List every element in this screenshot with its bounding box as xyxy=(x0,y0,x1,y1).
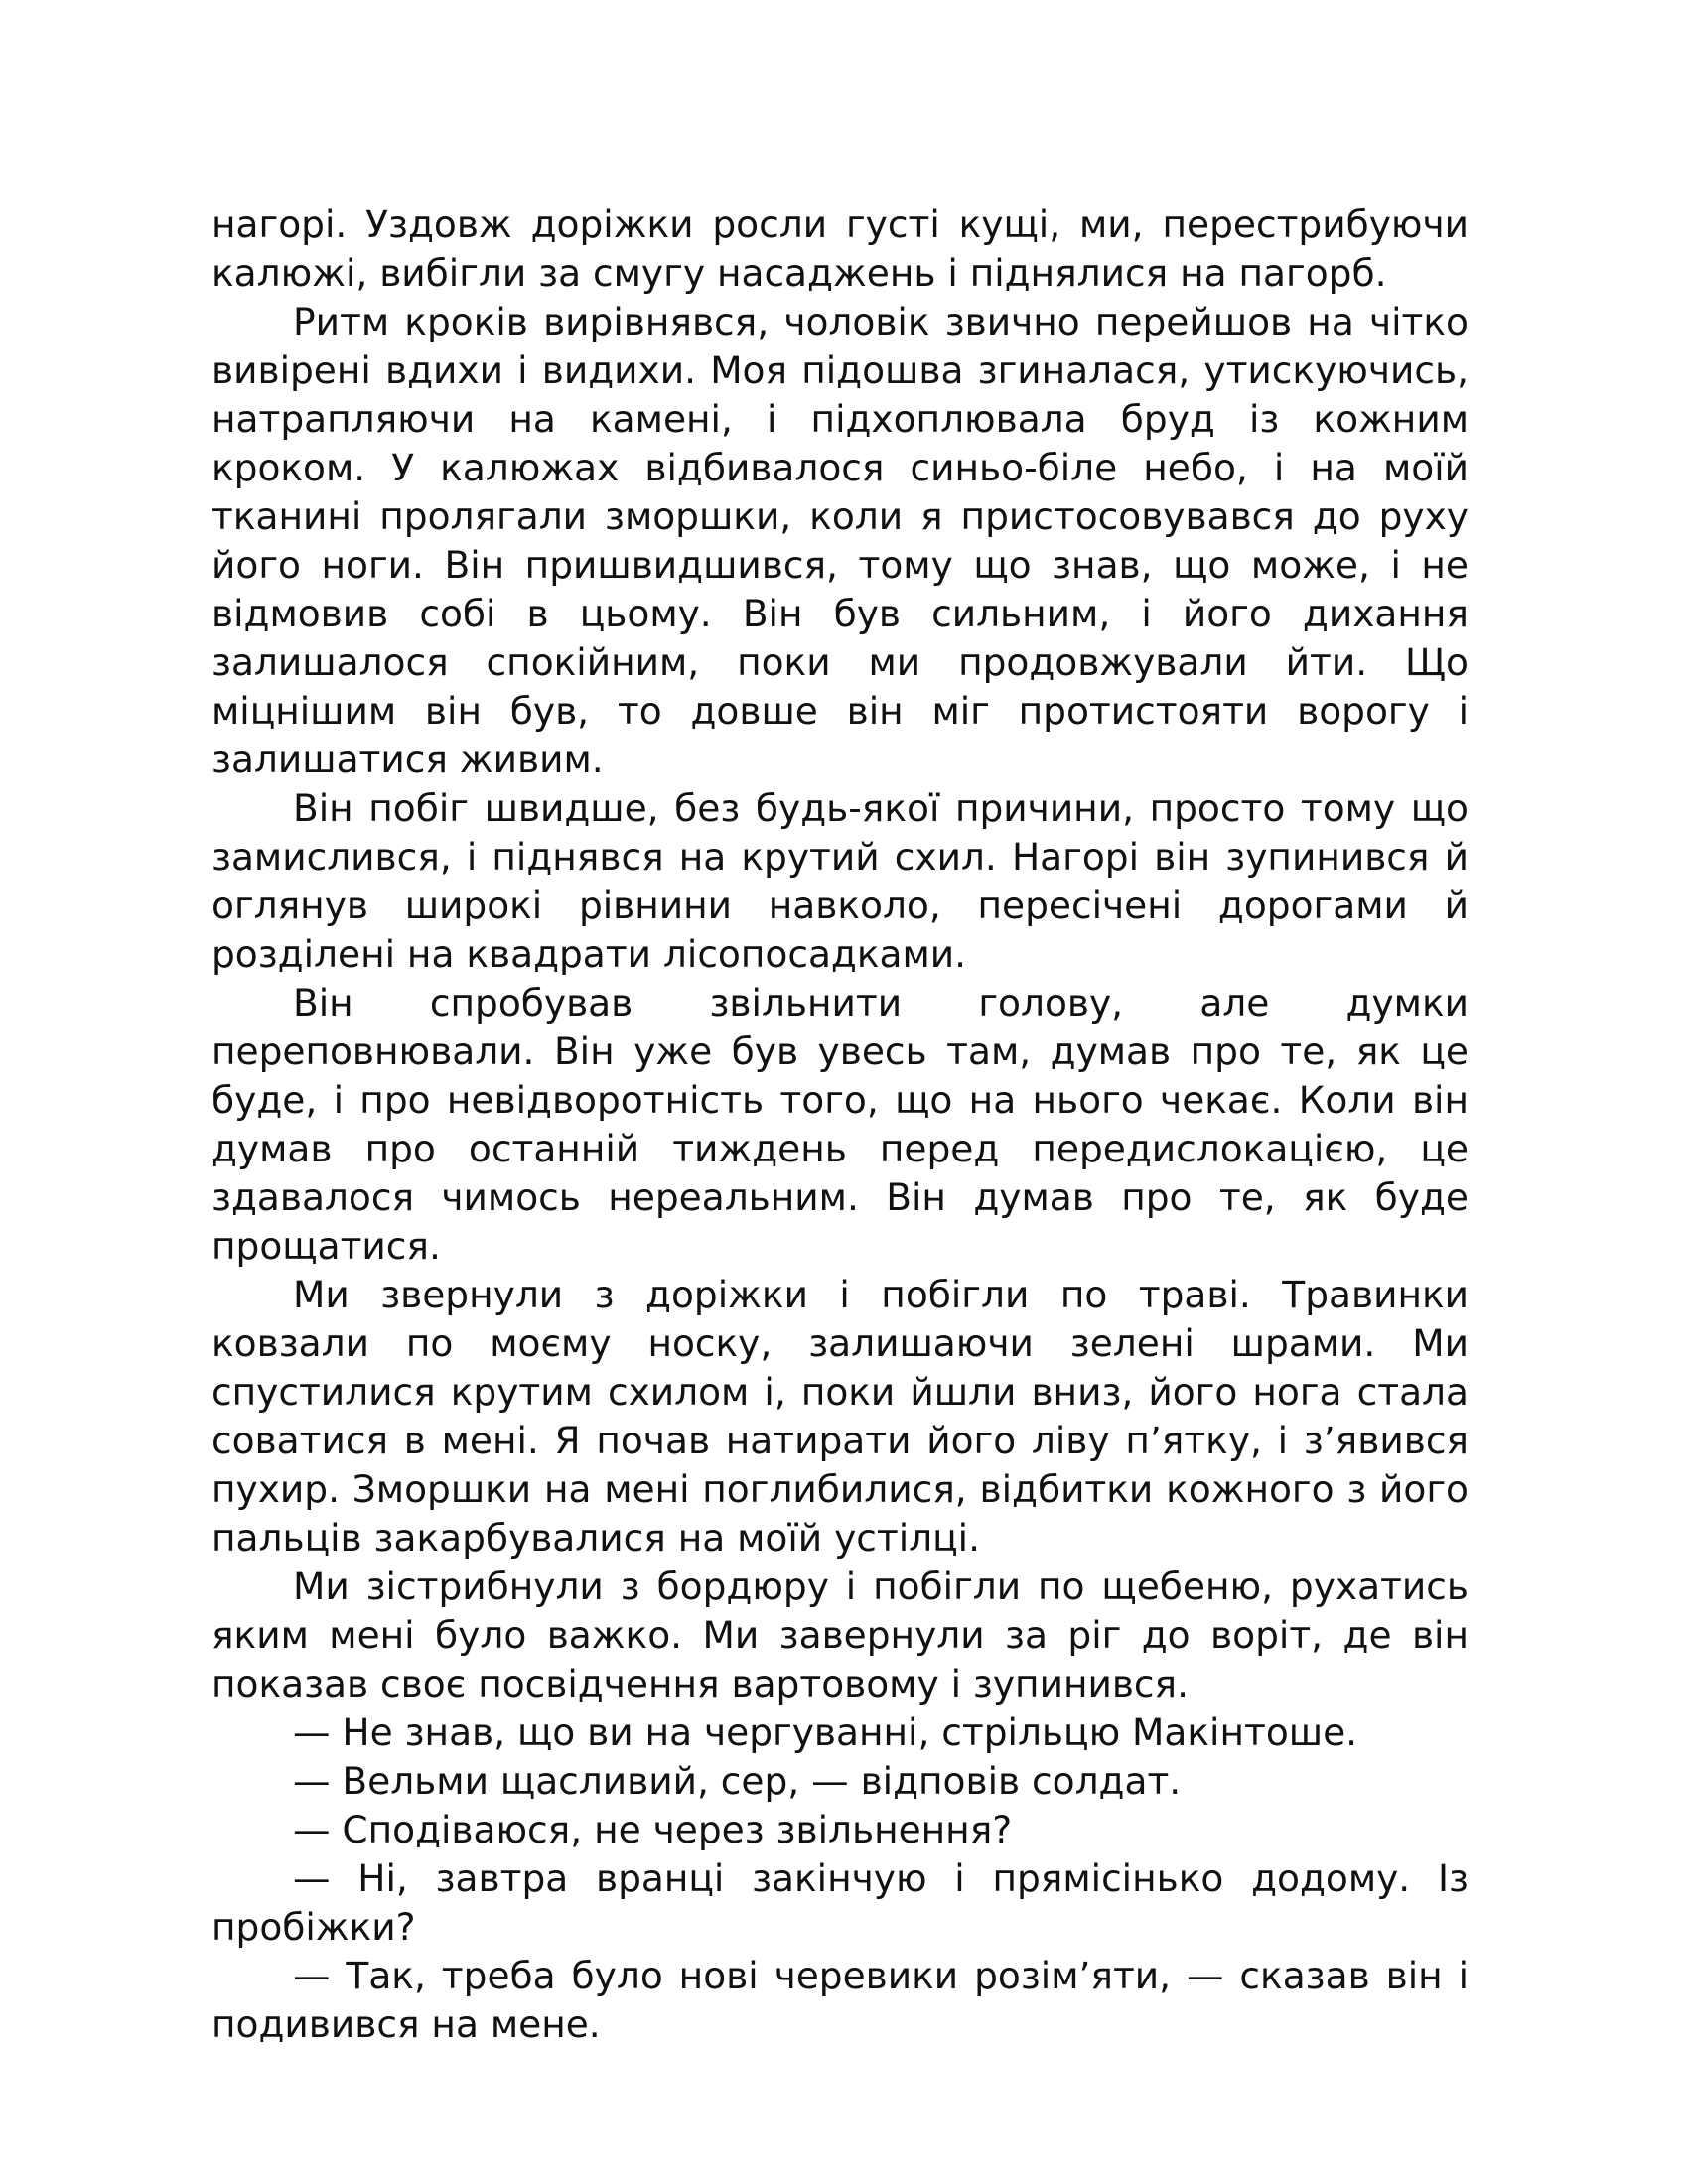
dialogue-line-1: — Не знав, що ви на чергуванні, стрільцю Макінтоше. xyxy=(293,1710,1358,1754)
paragraph-5: Ми звернули з доріжки і побігли по траві. Травинки ковзали по моєму носку, залишаючи зелені шрами. Ми спустилися крутим схилом і, поки йшли вниз, його нога стала соватися в мені. Я почав натирати його ліву п’ятку, і з’явився пухир. Зморшки на мені поглибилися, відбитки кожного з його пальців закарбувалися на моїй устілці. xyxy=(211,1273,1469,1560)
paragraph-4: Він спробував звільнити голову, але думки переповнювали. Він уже був увесь там, думав про те, як це буде, і про невідворотність того, що на нього чекає. Коли він думав про останній тиждень перед передислокацією, це здавалося чимось нереальним. Він думав про те, як буде прощатися. xyxy=(211,981,1469,1268)
page-body-text xyxy=(211,201,1469,2049)
paragraph-2: Ритм кроків вирівнявся, чоловік звично перейшов на чітко вивірені вдихи і видихи. Моя підошва згиналася, утискуючись, натрапляючи на камені, і підхоплювала бруд із кожним кроком. У калюжах відбивалося синьо-біле небо, і на моїй тканині пролягали зморшки, коли я пристосовувався до руху його ноги. Він пришвидшився, тому що знав, що може, і не відмовив собі в цьому. Він був сильним, і його дихання залишалося спокійним, поки ми продовжували йти. Що міцнішим він був, то довше він міг протистояти ворогу і залишатися живим. xyxy=(211,300,1469,781)
dialogue-line-3: — Сподіваюся, не через звільнення? xyxy=(293,1808,1013,1851)
dialogue-line-4: — Ні, завтра вранці закінчую і прямісінько додому. Із пробіжки? xyxy=(211,1856,1469,1949)
dialogue-line-2: — Вельми щасливий, сер, — відповів солдат. xyxy=(293,1759,1182,1803)
paragraph-1: нагорі. Уздовж доріжки росли густі кущі, ми, перестрибуючи калюжі, вибігли за смугу насаджень і піднялися на пагорб. xyxy=(211,203,1469,295)
paragraph-3: Він побіг швидше, без будь-якої причини, просто тому що замислився, і піднявся на крутий схил. Нагорі він зупинився й оглянув широкі рівнини навколо, пересічені дорогами й розділені на квадрати лісопосадками. xyxy=(211,786,1469,976)
dialogue-line-5: — Так, треба було нові черевики розім’яти, — сказав він і подивився на мене. xyxy=(211,1954,1469,2046)
paragraph-6: Ми зістрибнули з бордюру і побігли по щебеню, рухатись яким мені було важко. Ми завернули за ріг до воріт, де він показав своє посвідчення вартовому і зупинився. xyxy=(211,1565,1469,1706)
